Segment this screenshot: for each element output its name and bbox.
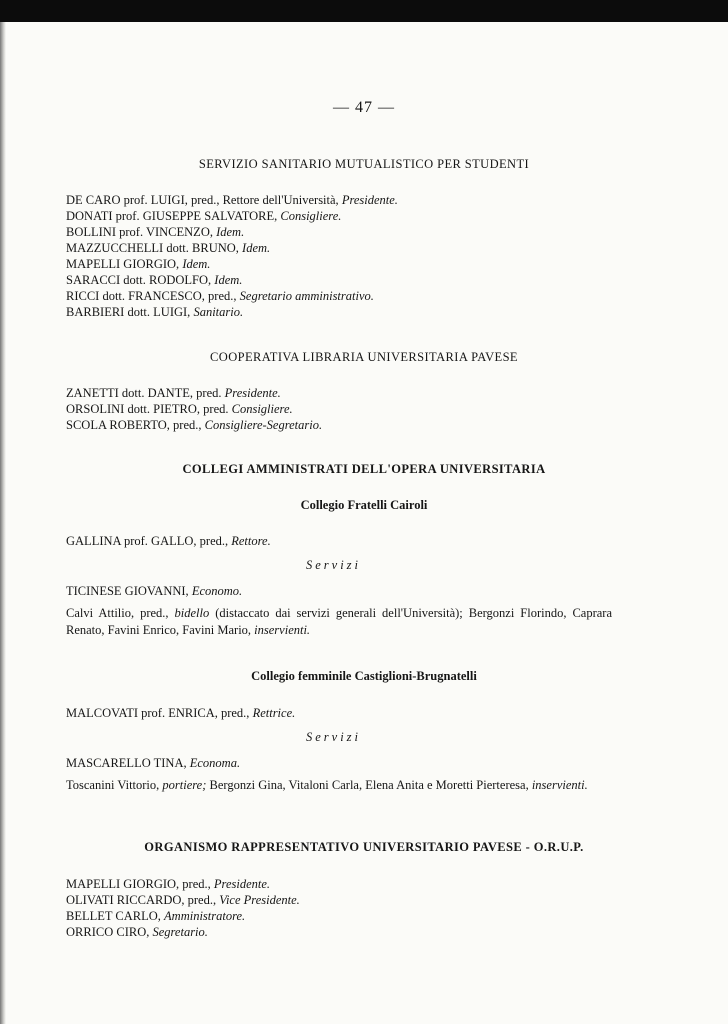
entry: RICCI dott. FRANCESCO, pred., Segretario amministrativo. <box>66 289 374 303</box>
entry: SARACCI dott. RODOLFO, Idem. <box>66 273 243 287</box>
entry: SCOLA ROBERTO, pred., Consigliere-Segretario. <box>66 418 323 432</box>
staff-paragraph: Toscanini Vittorio, portiere; Bergonzi Gina, Vitaloni Carla, Elena Anita e Moretti Pierteresa, inservienti. <box>66 778 588 792</box>
section-title-cooperativa-libraria: COOPERATIVA LIBRARIA UNIVERSITARIA PAVESE <box>210 350 518 364</box>
college-head: GALLINA prof. GALLO, pred., Rettore. <box>66 534 271 548</box>
section-title-orup: ORGANISMO RAPPRESENTATIVO UNIVERSITARIO PAVESE - O.R.U.P. <box>144 840 584 854</box>
servizi-heading: Servizi <box>306 558 362 572</box>
staff-paragraph: Calvi Attilio, pred., bidello (distaccato dai servizi generali dell'Università); Bergonzi Florindo, Caprara Renato, Favini Enrico, Favini Mario, inservienti. <box>66 606 612 637</box>
entry: ORSOLINI dott. PIETRO, pred. Consigliere. <box>66 402 293 416</box>
entry: ORRICO CIRO, Segretario. <box>66 925 208 939</box>
entry: MAPELLI GIORGIO, Idem. <box>66 257 211 271</box>
entry: MAZZUCCHELLI dott. BRUNO, Idem. <box>66 241 271 255</box>
entry: BOLLINI prof. VINCENZO, Idem. <box>66 225 245 239</box>
entry: ZANETTI dott. DANTE, pred. Presidente. <box>66 386 281 400</box>
section-title-collegi-amministrati: COLLEGI AMMINISTRATI DELL'OPERA UNIVERSITARIA <box>182 462 546 476</box>
college-name-castiglioni-brugnatelli: Collegio femminile Castiglioni-Brugnatelli <box>251 669 477 683</box>
entry: BELLET CARLO, Amministratore. <box>66 909 246 923</box>
staff-entry: TICINESE GIOVANNI, Economo. <box>66 584 243 598</box>
entry: DE CARO prof. LUIGI, pred., Rettore dell'Università, Presidente. <box>66 193 398 207</box>
college-name-cairoli: Collegio Fratelli Cairoli <box>300 498 428 512</box>
section-title-servizio-sanitario: SERVIZIO SANITARIO MUTUALISTICO PER STUDENTI <box>198 157 530 171</box>
entry: DONATI prof. GIUSEPPE SALVATORE, Consigliere. <box>66 209 342 223</box>
entry: BARBIERI dott. LUIGI, Sanitario. <box>66 305 244 319</box>
entry: OLIVATI RICCARDO, pred., Vice Presidente. <box>66 893 300 907</box>
entry: MAPELLI GIORGIO, pred., Presidente. <box>66 877 271 891</box>
page-number: — 47 — <box>333 99 395 116</box>
staff-entry: MASCARELLO TINA, Economa. <box>66 756 241 770</box>
servizi-heading: Servizi <box>306 730 362 744</box>
college-head: MALCOVATI prof. ENRICA, pred., Rettrice. <box>66 706 296 720</box>
